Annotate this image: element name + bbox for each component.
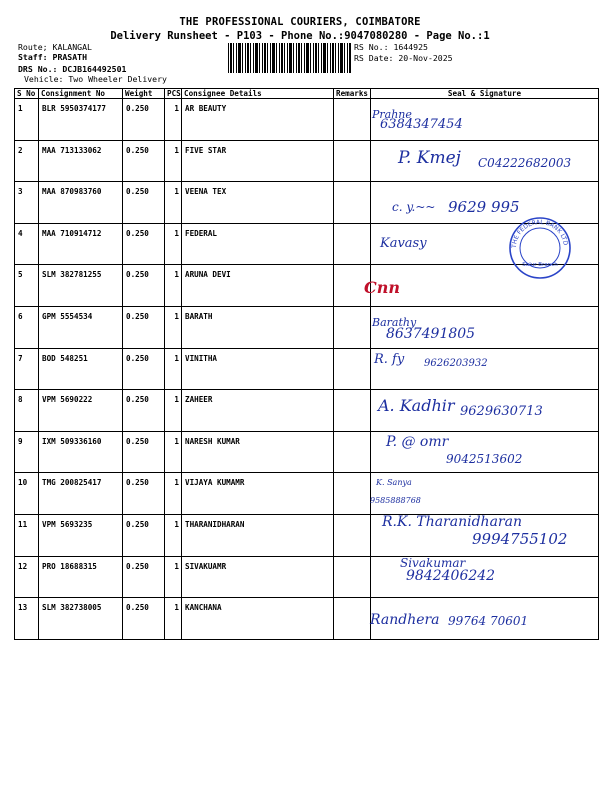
consignee-cell: AR BEAUTY [182, 99, 334, 141]
consignee-cell: ZAHEER [182, 390, 334, 432]
table-header-row [15, 89, 599, 99]
bank-stamp [508, 216, 572, 280]
sno-cell: 11 [15, 514, 39, 556]
consignee-cell: NARESH KUMAR [182, 431, 334, 473]
remarks-cell [334, 223, 371, 265]
phone-7: 9626203932 [424, 358, 488, 369]
pcs-cell: 1 [165, 182, 182, 224]
weight-cell: 0.250 [123, 306, 165, 348]
barcode [228, 43, 352, 73]
drs-value: DCJB164492501 [62, 64, 127, 74]
consignment-cell: MAA 710914712 [39, 223, 123, 265]
signature-5: Cnn [364, 278, 400, 297]
vehicle-value: Two Wheeler Delivery [68, 74, 167, 84]
staff-value: PRASATH [52, 52, 88, 62]
weight-cell: 0.250 [123, 598, 165, 640]
col-consignment: Consignment No [39, 89, 123, 99]
remarks-cell [334, 140, 371, 182]
table-row [15, 99, 599, 141]
phone-10: 9585888768 [370, 496, 421, 505]
staff-label: Staff: [18, 52, 48, 62]
signature-6: Barathy [372, 316, 417, 329]
weight-cell: 0.250 [123, 348, 165, 390]
phone-2: C04222682003 [478, 156, 572, 170]
consignment-cell: SLM 382781255 [39, 265, 123, 307]
rs-date-line [354, 53, 453, 63]
sno-cell: 1 [15, 99, 39, 141]
col-signature: Seal & Signature [371, 89, 599, 99]
route-line [18, 42, 92, 52]
remarks-cell [334, 390, 371, 432]
sno-cell: 2 [15, 140, 39, 182]
consignment-cell: IXM 509336160 [39, 431, 123, 473]
col-weight: Weight [123, 89, 165, 99]
consignment-cell: VPM 5690222 [39, 390, 123, 432]
rs-no-line [354, 42, 428, 52]
sno-cell: 3 [15, 182, 39, 224]
remarks-cell [334, 306, 371, 348]
rs-no-value: 1644925 [393, 42, 428, 52]
pcs-cell: 1 [165, 265, 182, 307]
table-row [15, 473, 599, 515]
phone-12: 9842406242 [406, 568, 496, 584]
remarks-cell [334, 348, 371, 390]
sno-cell: 4 [15, 223, 39, 265]
rs-no-label: RS No.: [354, 42, 389, 52]
pcs-cell: 1 [165, 514, 182, 556]
vehicle-line [24, 74, 167, 84]
remarks-cell [334, 514, 371, 556]
phone-9: 9042513602 [446, 452, 523, 466]
weight-cell: 0.250 [123, 390, 165, 432]
consignment-cell: BLR 5950374177 [39, 99, 123, 141]
sno-cell: 6 [15, 306, 39, 348]
signature-13: Randhera [370, 612, 440, 628]
svg-text:THE FEDERAL BANK LTD [511, 219, 569, 249]
rs-date-value: 20-Nov-2025 [398, 53, 453, 63]
sno-cell: 8 [15, 390, 39, 432]
consignment-cell: PRO 18688315 [39, 556, 123, 598]
route-label: Route; [18, 42, 48, 52]
weight-cell: 0.250 [123, 265, 165, 307]
consignee-cell: SIVAKUAMR [182, 556, 334, 598]
runsheet-subtitle: Delivery Runsheet - P103 - Phone No.:9047080280 - Page No.:1 [110, 30, 490, 42]
consignment-cell: MAA 713133062 [39, 140, 123, 182]
pcs-cell: 1 [165, 556, 182, 598]
table-row [15, 348, 599, 390]
phone-11: 9994755102 [472, 530, 568, 548]
consignment-cell: VPM 5693235 [39, 514, 123, 556]
phone-1: 6384347454 [380, 117, 463, 132]
weight-cell: 0.250 [123, 473, 165, 515]
signature-7: R. fy [374, 352, 405, 367]
name-11: R.K. Tharanidharan [382, 514, 522, 530]
staff-line [18, 52, 87, 62]
phone-3: 9629 995 [448, 198, 520, 216]
weight-cell: 0.250 [123, 182, 165, 224]
consignee-cell: FIVE STAR [182, 140, 334, 182]
phone-6: 8637491805 [386, 326, 476, 342]
pcs-cell: 1 [165, 431, 182, 473]
col-consignee: Consignee Details [182, 89, 334, 99]
rs-date-label: RS Date: [354, 53, 394, 63]
vehicle-label: Vehicle: [24, 74, 64, 84]
runsheet-table [14, 88, 599, 640]
signature-3: c. y.~~ [392, 200, 436, 214]
name-10: K. Sanya [376, 478, 412, 487]
consignee-cell: BARATH [182, 306, 334, 348]
pcs-cell: 1 [165, 598, 182, 640]
consignee-cell: VEENA TEX [182, 182, 334, 224]
remarks-cell [334, 431, 371, 473]
sno-cell: 9 [15, 431, 39, 473]
stamp-text: THE FEDERAL BANK LTD [510, 218, 569, 249]
consignee-cell: VIJAYA KUMAMR [182, 473, 334, 515]
drs-label: DRS No.: [18, 64, 58, 74]
pcs-cell: 1 [165, 306, 182, 348]
weight-cell: 0.250 [123, 140, 165, 182]
weight-cell: 0.250 [123, 223, 165, 265]
pcs-cell: 1 [165, 473, 182, 515]
consignment-cell: TMG 200825417 [39, 473, 123, 515]
remarks-cell [334, 99, 371, 141]
consignment-cell: BOD 548251 [39, 348, 123, 390]
signature-1: Prahne [372, 108, 412, 121]
route-value: KALANGAL [52, 42, 92, 52]
weight-cell: 0.250 [123, 514, 165, 556]
remarks-cell [334, 598, 371, 640]
name-12: Sivakumar [400, 556, 466, 570]
stamp-branch: Sulur Branch [522, 262, 558, 268]
col-pcs: PCS [165, 89, 182, 99]
consignee-cell: FEDERAL [182, 223, 334, 265]
signature-4: Kavasy [380, 236, 427, 251]
pcs-cell: 1 [165, 140, 182, 182]
signature-9: P. @ omr [386, 434, 449, 450]
remarks-cell [334, 473, 371, 515]
consignee-cell: THARANIDHARAN [182, 514, 334, 556]
signature-8: A. Kadhir [378, 396, 455, 415]
pcs-cell: 1 [165, 348, 182, 390]
company-title: THE PROFESSIONAL COURIERS, COIMBATORE [179, 16, 421, 28]
pcs-cell: 1 [165, 390, 182, 432]
pcs-cell: 1 [165, 99, 182, 141]
consignee-cell: KANCHANA [182, 598, 334, 640]
consignee-cell: VINITHA [182, 348, 334, 390]
consignment-cell: MAA 870983760 [39, 182, 123, 224]
weight-cell: 0.250 [123, 99, 165, 141]
weight-cell: 0.250 [123, 431, 165, 473]
weight-cell: 0.250 [123, 556, 165, 598]
sno-cell: 10 [15, 473, 39, 515]
remarks-cell [334, 182, 371, 224]
sno-cell: 13 [15, 598, 39, 640]
phone-8: 9629630713 [460, 404, 543, 419]
sno-cell: 5 [15, 265, 39, 307]
pcs-cell: 1 [165, 223, 182, 265]
signature-2: P. Kmej [398, 148, 461, 168]
consignment-cell: GPM 5554534 [39, 306, 123, 348]
drs-line [18, 64, 126, 74]
phone-13: 99764 70601 [448, 614, 529, 628]
sno-cell: 7 [15, 348, 39, 390]
col-sno: S No [15, 89, 39, 99]
sno-cell: 12 [15, 556, 39, 598]
table-row [15, 306, 599, 348]
consignment-cell: SLM 382738005 [39, 598, 123, 640]
remarks-cell [334, 556, 371, 598]
col-remarks: Remarks [334, 89, 371, 99]
table-row [15, 556, 599, 598]
consignee-cell: ARUNA DEVI [182, 265, 334, 307]
